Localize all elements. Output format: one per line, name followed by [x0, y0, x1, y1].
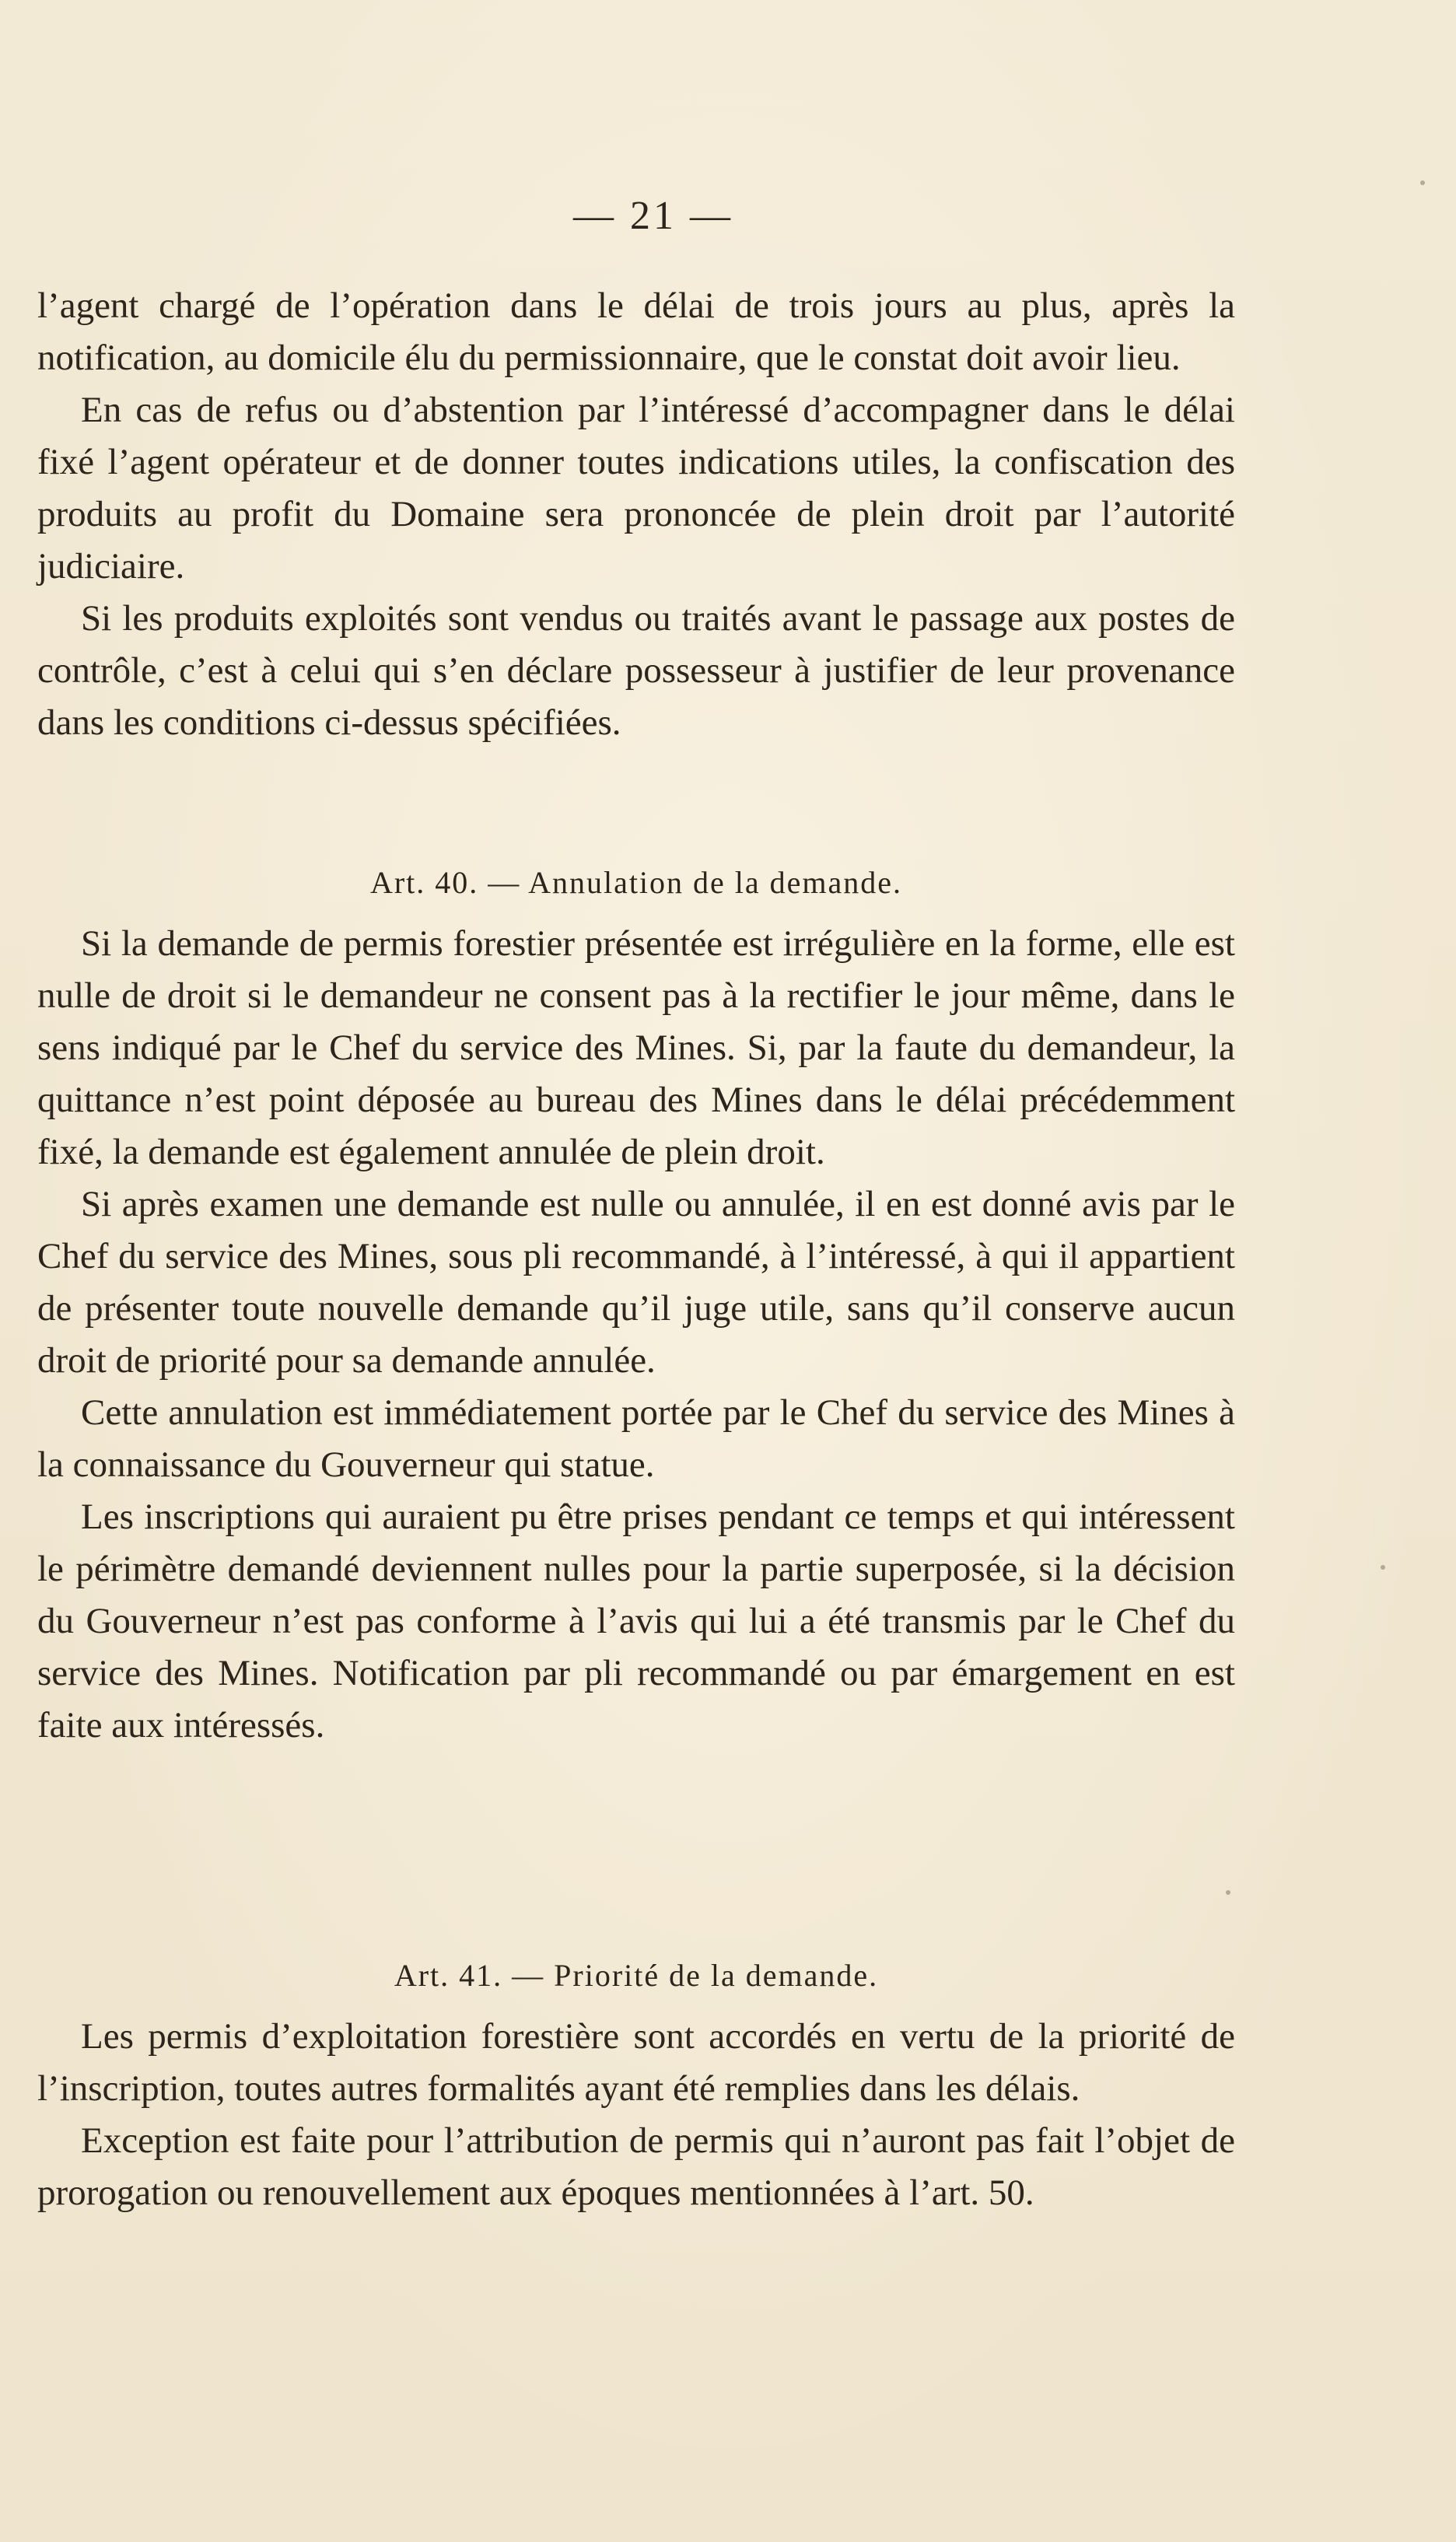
paragraph: Si après examen une demande est nulle ou annulée, il en est donné avis par le Chef du service des Mines, sous pli recommandé, à l’intéressé, à qui il appartient de présenter toute nouvelle demande qu’il juge utile, sans qu’il conserve aucun droit de priorité pour sa demande annulée. — [37, 1184, 1235, 1381]
page-number: — 21 — — [573, 194, 733, 238]
paragraph: Si les produits exploités sont vendus ou traités avant le passage aux postes de contrôle, c’est à celui qui s’en déclare possesseur à justifier de leur provenance dans les conditions ci-dessus spécifiées. — [37, 598, 1235, 743]
article-41-heading: Art. 41. — Priorité de la demande. — [394, 1958, 879, 1993]
paragraph: En cas de refus ou d’abstention par l’intéressé d’accompagner dans le délai fixé l’agent opérateur et de donner toutes indications utiles, la confiscation des produits au profit du Domaine sera prononcée de plein droit par l’autorité judiciaire. — [37, 390, 1235, 586]
article-40-heading-wrapper — [37, 860, 1235, 906]
paper-speck — [1420, 180, 1425, 185]
paper-speck — [1226, 1890, 1230, 1895]
text-block-1 — [37, 280, 1235, 749]
article-40-heading: Art. 40. — Annulation de la demande. — [369, 865, 903, 900]
paragraph: Cette annulation est immédiatement portée par le Chef du service des Mines à la connaissance du Gouverneur qui statue. — [37, 1392, 1235, 1485]
paper-speck — [1381, 1565, 1385, 1570]
paragraph: Exception est faite pour l’attribution de permis qui n’auront pas fait l’objet de prorogation ou renouvellement aux époques mentionnées à l’art. 50. — [37, 2120, 1235, 2213]
paragraph: Les permis d’exploitation forestière sont accordés en vertu de la priorité de l’inscription, toutes autres formalités ayant été remplies dans les délais. — [37, 2016, 1235, 2109]
article-41-heading-wrapper — [37, 1952, 1235, 1999]
text-block-2 — [37, 918, 1235, 1752]
paragraph-continuation: l’agent chargé de l’opération dans le délai de trois jours au plus, après la notification, au domicile élu du permissionnaire, que le constat doit avoir lieu. — [37, 285, 1235, 378]
text-block-3 — [37, 2011, 1235, 2219]
paragraph: Si la demande de permis forestier présentée est irrégulière en la forme, elle est nulle de droit si le demandeur ne consent pas à la rectifier le jour même, dans le sens indiqué par le Chef du service des Mines. Si, par la faute du demandeur, la quittance n’est point déposée au bureau des Mines dans le délai précédemment fixé, la demande est également annulée de plein droit. — [37, 923, 1235, 1172]
paragraph: Les inscriptions qui auraient pu être prises pendant ce temps et qui intéressent le périmètre demandé deviennent nulles pour la partie superposée, si la décision du Gouverneur n’est pas conforme à l’avis qui lui a été transmis par le Chef du service des Mines. Notification par pli recommandé ou par émargement en est faite aux intéressés. — [37, 1497, 1235, 1745]
